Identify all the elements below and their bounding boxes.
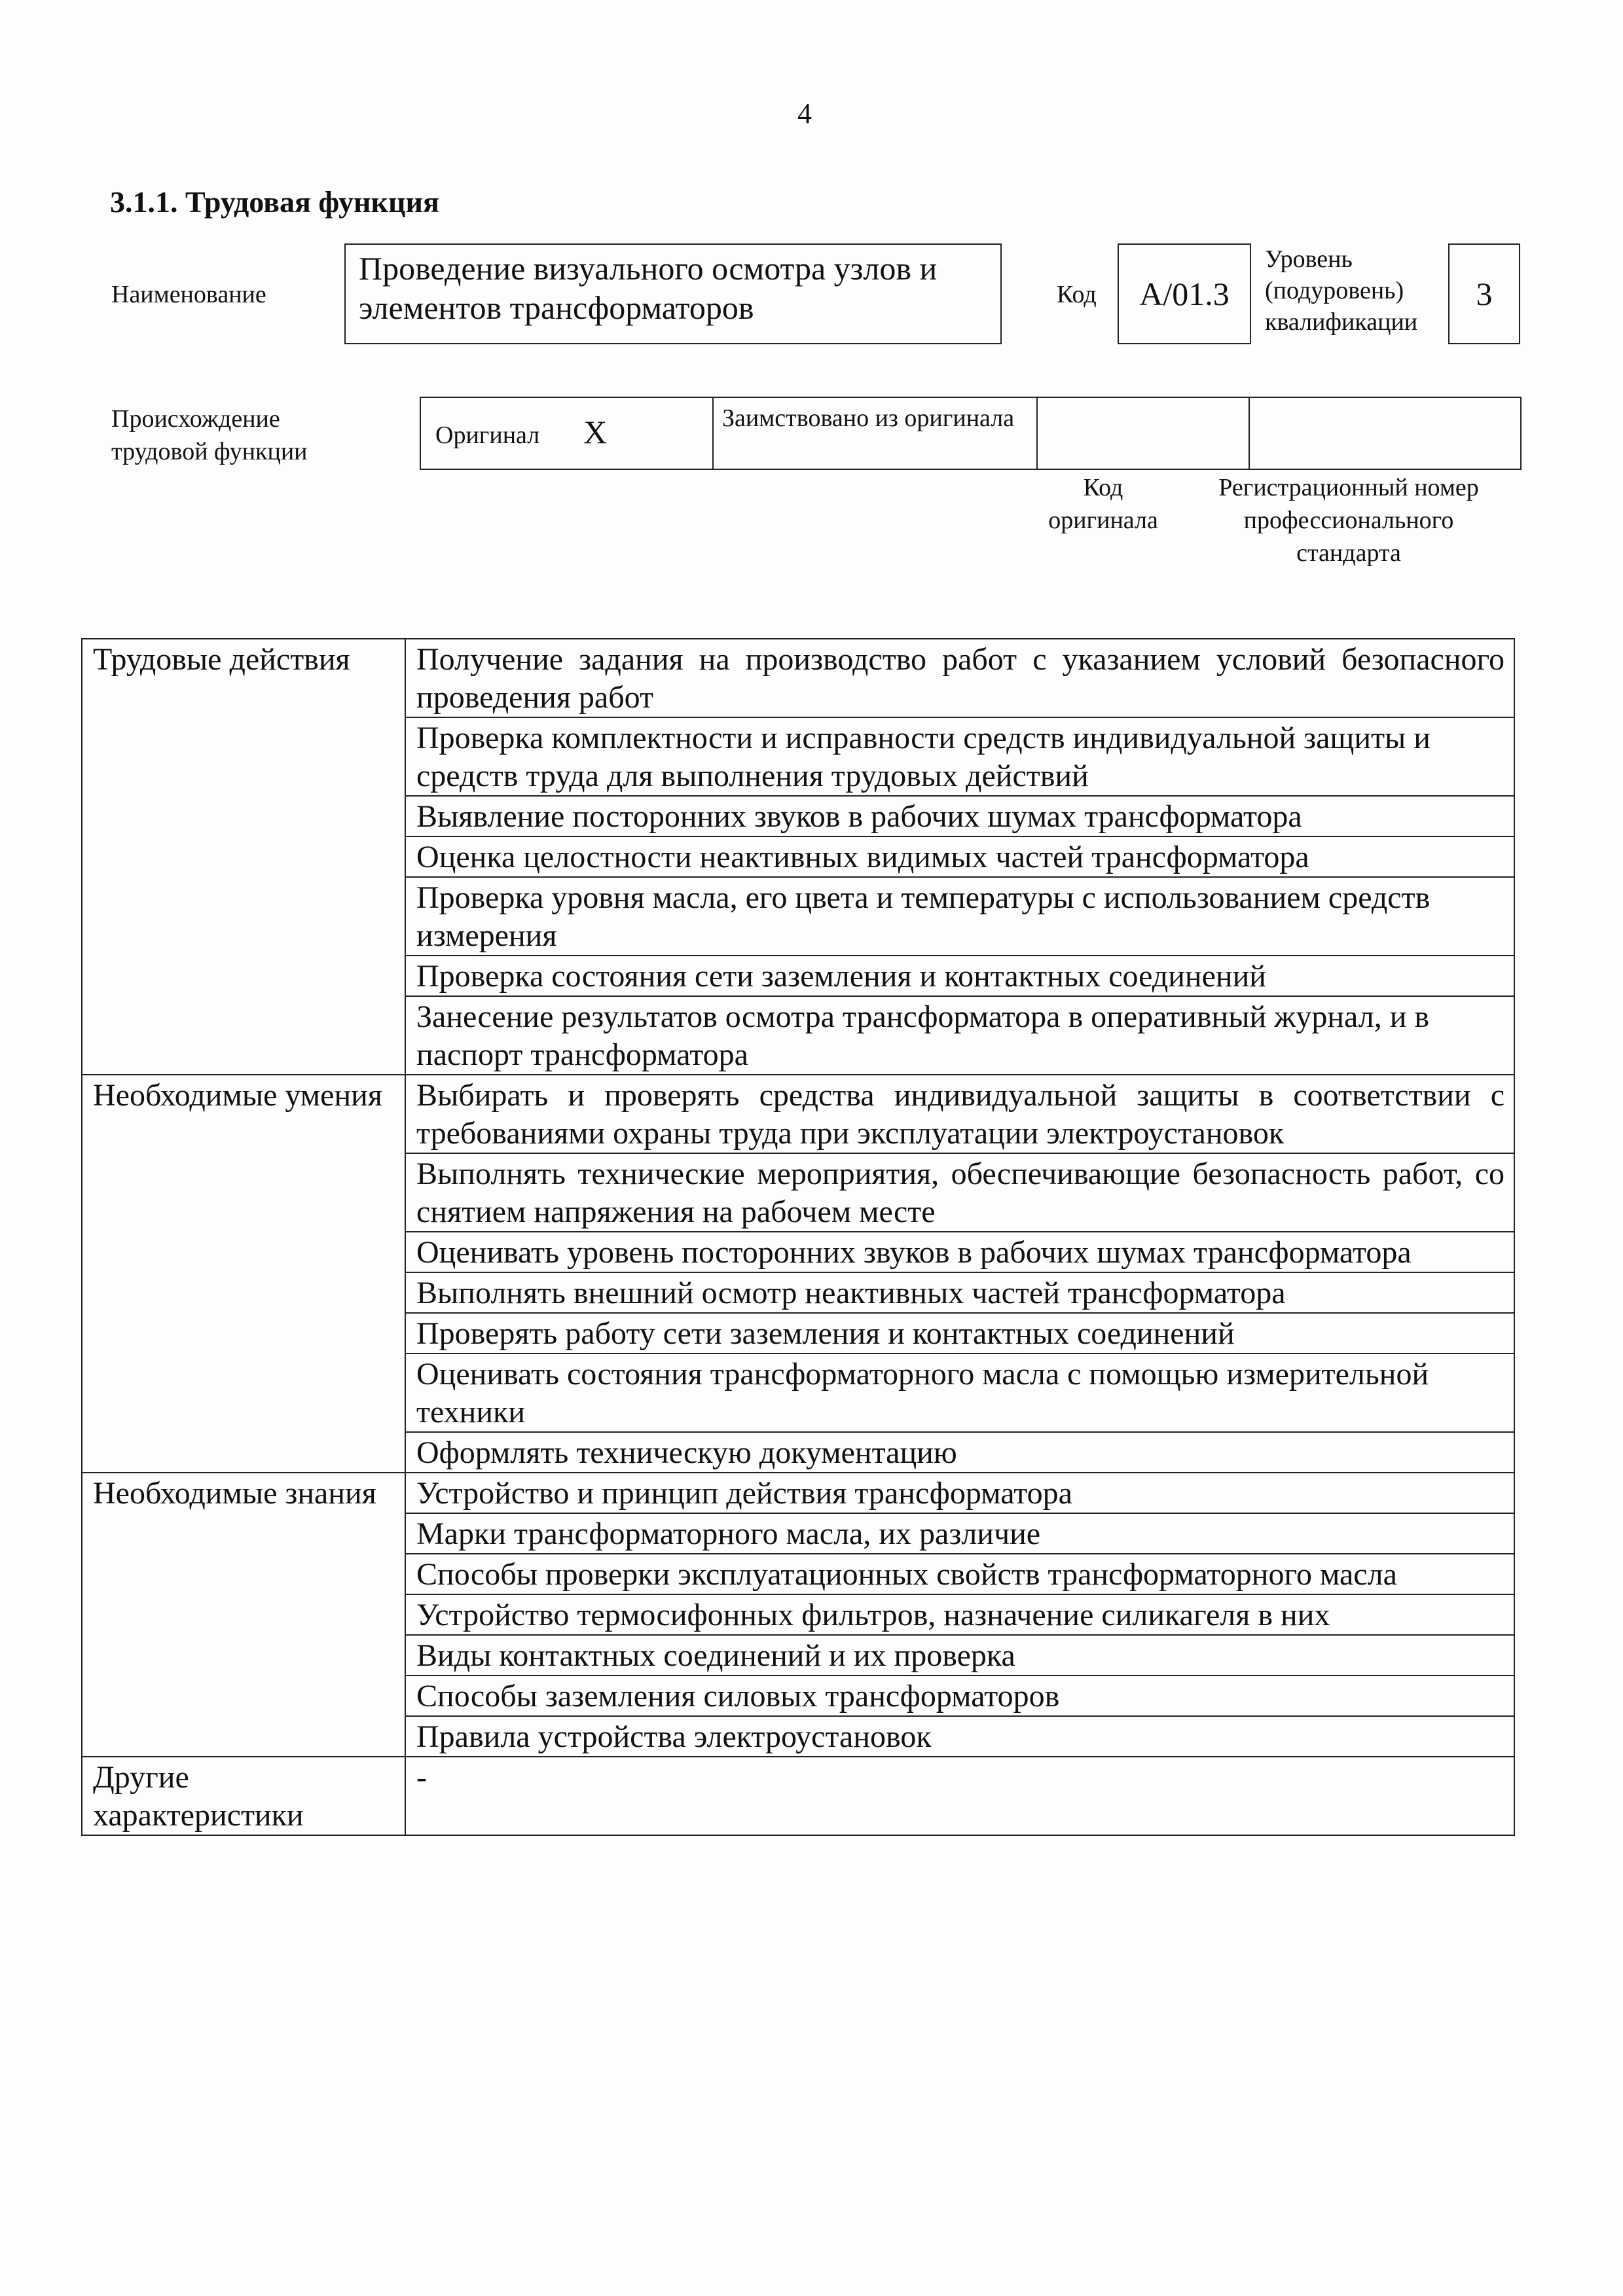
level-label: Уровень (подуровень) квалификации: [1265, 245, 1418, 336]
knowledge-label: Необходимые знания: [82, 1473, 405, 1757]
origin-original-mark: X: [583, 414, 608, 450]
table-cell: Выполнять внешний осмотр неактивных частей трансформатора: [405, 1272, 1514, 1313]
origin-label: Происхождение трудовой функции: [111, 405, 308, 465]
table-row: [82, 639, 1514, 717]
other-label: Другие характеристики: [82, 1757, 405, 1835]
table-cell: Оформлять техническую документацию: [405, 1432, 1514, 1473]
page-number: 4: [797, 98, 812, 130]
table-row: [82, 1757, 1514, 1835]
table-cell: Правила устройства электроустановок: [405, 1716, 1514, 1757]
code-value-box: [1118, 243, 1251, 344]
table-cell: Оценивать уровень посторонних звуков в рабочих шумах трансформатора: [405, 1232, 1514, 1272]
other-value: -: [405, 1757, 1514, 1835]
origin-reg-caption: Регистрационный номер профессионального стандарта: [1218, 474, 1479, 567]
code-label: Код: [1057, 281, 1097, 308]
table-cell: Марки трансформаторного масла, их различие: [405, 1513, 1514, 1554]
table-cell: Оценка целостности неактивных видимых частей трансформатора: [405, 836, 1514, 877]
table-cell: Проверка комплектности и исправности средств индивидуальной защиты и средств труда для выполнения трудовых действий: [405, 717, 1514, 796]
code-value: A/01.3: [1139, 276, 1230, 312]
table-cell: Оценивать состояния трансформаторного масла с помощью измерительной техники: [405, 1354, 1514, 1432]
origin-borrowed-label: Заимствовано из оригинала: [722, 404, 1015, 432]
origin-code-caption: Код оригинала: [1048, 474, 1158, 534]
table-cell: Выявление посторонних звуков в рабочих шумах трансформатора: [405, 796, 1514, 836]
origin-table: [420, 397, 1522, 470]
name-label: Наименование: [111, 281, 266, 308]
skills-label: Необходимые умения: [82, 1075, 405, 1473]
table-row: [82, 1075, 1514, 1153]
name-value: Проведение визуального осмотра узлов и элементов трансформаторов: [359, 250, 938, 326]
table-cell: Проверять работу сети заземления и контактных соединений: [405, 1313, 1514, 1354]
table-row: [82, 1473, 1514, 1513]
table-cell: Проверка состояния сети заземления и контактных соединений: [405, 956, 1514, 996]
table-cell: Устройство термосифонных фильтров, назначение силикагеля в них: [405, 1594, 1514, 1635]
origin-original-label: Оригинал: [435, 422, 540, 449]
table-cell: Способы проверки эксплуатационных свойств трансформаторного масла: [405, 1554, 1514, 1594]
labor-function-table: [81, 638, 1515, 1836]
labor-actions-label: Трудовые действия: [82, 639, 405, 1075]
table-cell: Выбирать и проверять средства индивидуальной защиты в соответствии с требованиями охраны труда при эксплуатации электроустановок: [405, 1075, 1514, 1153]
table-cell: Способы заземления силовых трансформаторов: [405, 1676, 1514, 1716]
table-cell: Проверка уровня масла, его цвета и температуры с использованием средств измерения: [405, 877, 1514, 956]
table-cell: Получение задания на производство работ с указанием условий безопасного проведения работ: [405, 639, 1514, 717]
level-value: 3: [1476, 276, 1493, 312]
table-cell: Виды контактных соединений и их проверка: [405, 1635, 1514, 1676]
name-value-box: [344, 243, 1002, 344]
table-cell: Устройство и принцип действия трансформатора: [405, 1473, 1514, 1513]
table-cell: Выполнять технические мероприятия, обеспечивающие безопасность работ, со снятием напряжения на рабочем месте: [405, 1153, 1514, 1232]
section-title: 3.1.1. Трудовая функция: [110, 185, 439, 219]
level-value-box: [1448, 243, 1520, 344]
table-cell: Занесение результатов осмотра трансформатора в оперативный журнал, и в паспорт трансформатора: [405, 996, 1514, 1075]
